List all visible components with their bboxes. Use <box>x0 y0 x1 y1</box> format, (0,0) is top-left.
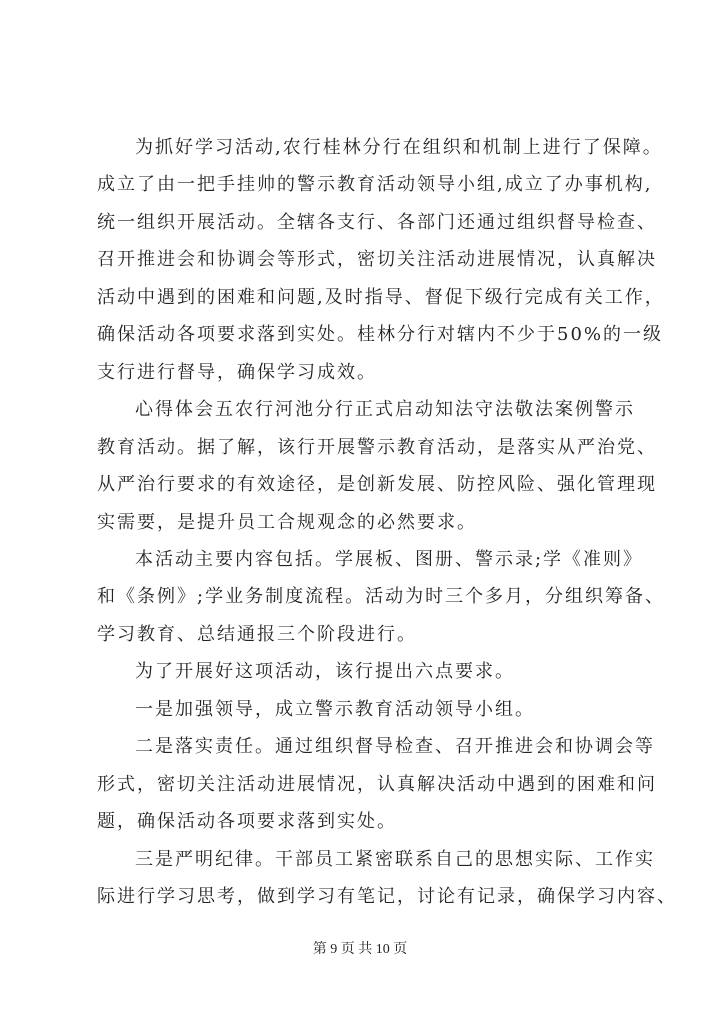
text-line: 统一组织开展活动。全辖各支行、各部门还通过组织督导检查、 <box>97 211 657 233</box>
page-footer: 第 9 页 共 10 页 <box>312 942 408 957</box>
text-line: 确保活动各项要求落到实处。桂林分行对辖内不少于50%的一级 <box>97 324 664 346</box>
text-line: 召开推进会和协调会等形式，密切关注活动进展情况，认真解决 <box>97 249 657 271</box>
text-line: 为了开展好这项活动，该行提出六点要求。 <box>135 661 515 683</box>
text-line: 本活动主要内容包括。学展板、图册、警示录;学《准则》 <box>135 548 644 570</box>
text-line: 学习教育、总结通报三个阶段进行。 <box>97 623 417 645</box>
text-line: 二是落实责任。通过组织督导检查、召开推进会和协调会等 <box>135 736 655 758</box>
text-line: 题，确保活动各项要求落到实处。 <box>97 811 397 833</box>
text-line: 形式，密切关注活动进展情况，认真解决活动中遇到的困难和问 <box>97 773 657 795</box>
text-line: 支行进行督导，确保学习成效。 <box>97 361 377 383</box>
text-line: 一是加强领导，成立警示教育活动领导小组。 <box>135 698 535 720</box>
text-line: 实需要，是提升员工合规观念的必然要求。 <box>97 511 477 533</box>
text-line: 心得体会五农行河池分行正式启动知法守法敬法案例警示 <box>135 399 635 421</box>
text-line: 从严治行要求的有效途径，是创新发展、防控风险、强化管理现 <box>97 474 657 496</box>
text-line: 成立了由一把手挂帅的警示教育活动领导小组,成立了办事机构, <box>97 174 653 196</box>
text-line: 际进行学习思考，做到学习有笔记，讨论有记录，确保学习内容、 <box>97 886 677 908</box>
text-line: 和《条例》;学业务制度流程。活动为时三个多月，分组织筹备、 <box>97 586 666 608</box>
text-line: 教育活动。据了解，该行开展警示教育活动，是落实从严治党、 <box>97 436 657 458</box>
document-body <box>97 129 697 916</box>
text-line: 活动中遇到的困难和问题,及时指导、督促下级行完成有关工作， <box>97 286 665 308</box>
text-line: 三是严明纪律。干部员工紧密联系自己的思想实际、工作实 <box>135 848 655 870</box>
text-line: 为抓好学习活动,农行桂林分行在组织和机制上进行了保障。 <box>135 137 663 158</box>
